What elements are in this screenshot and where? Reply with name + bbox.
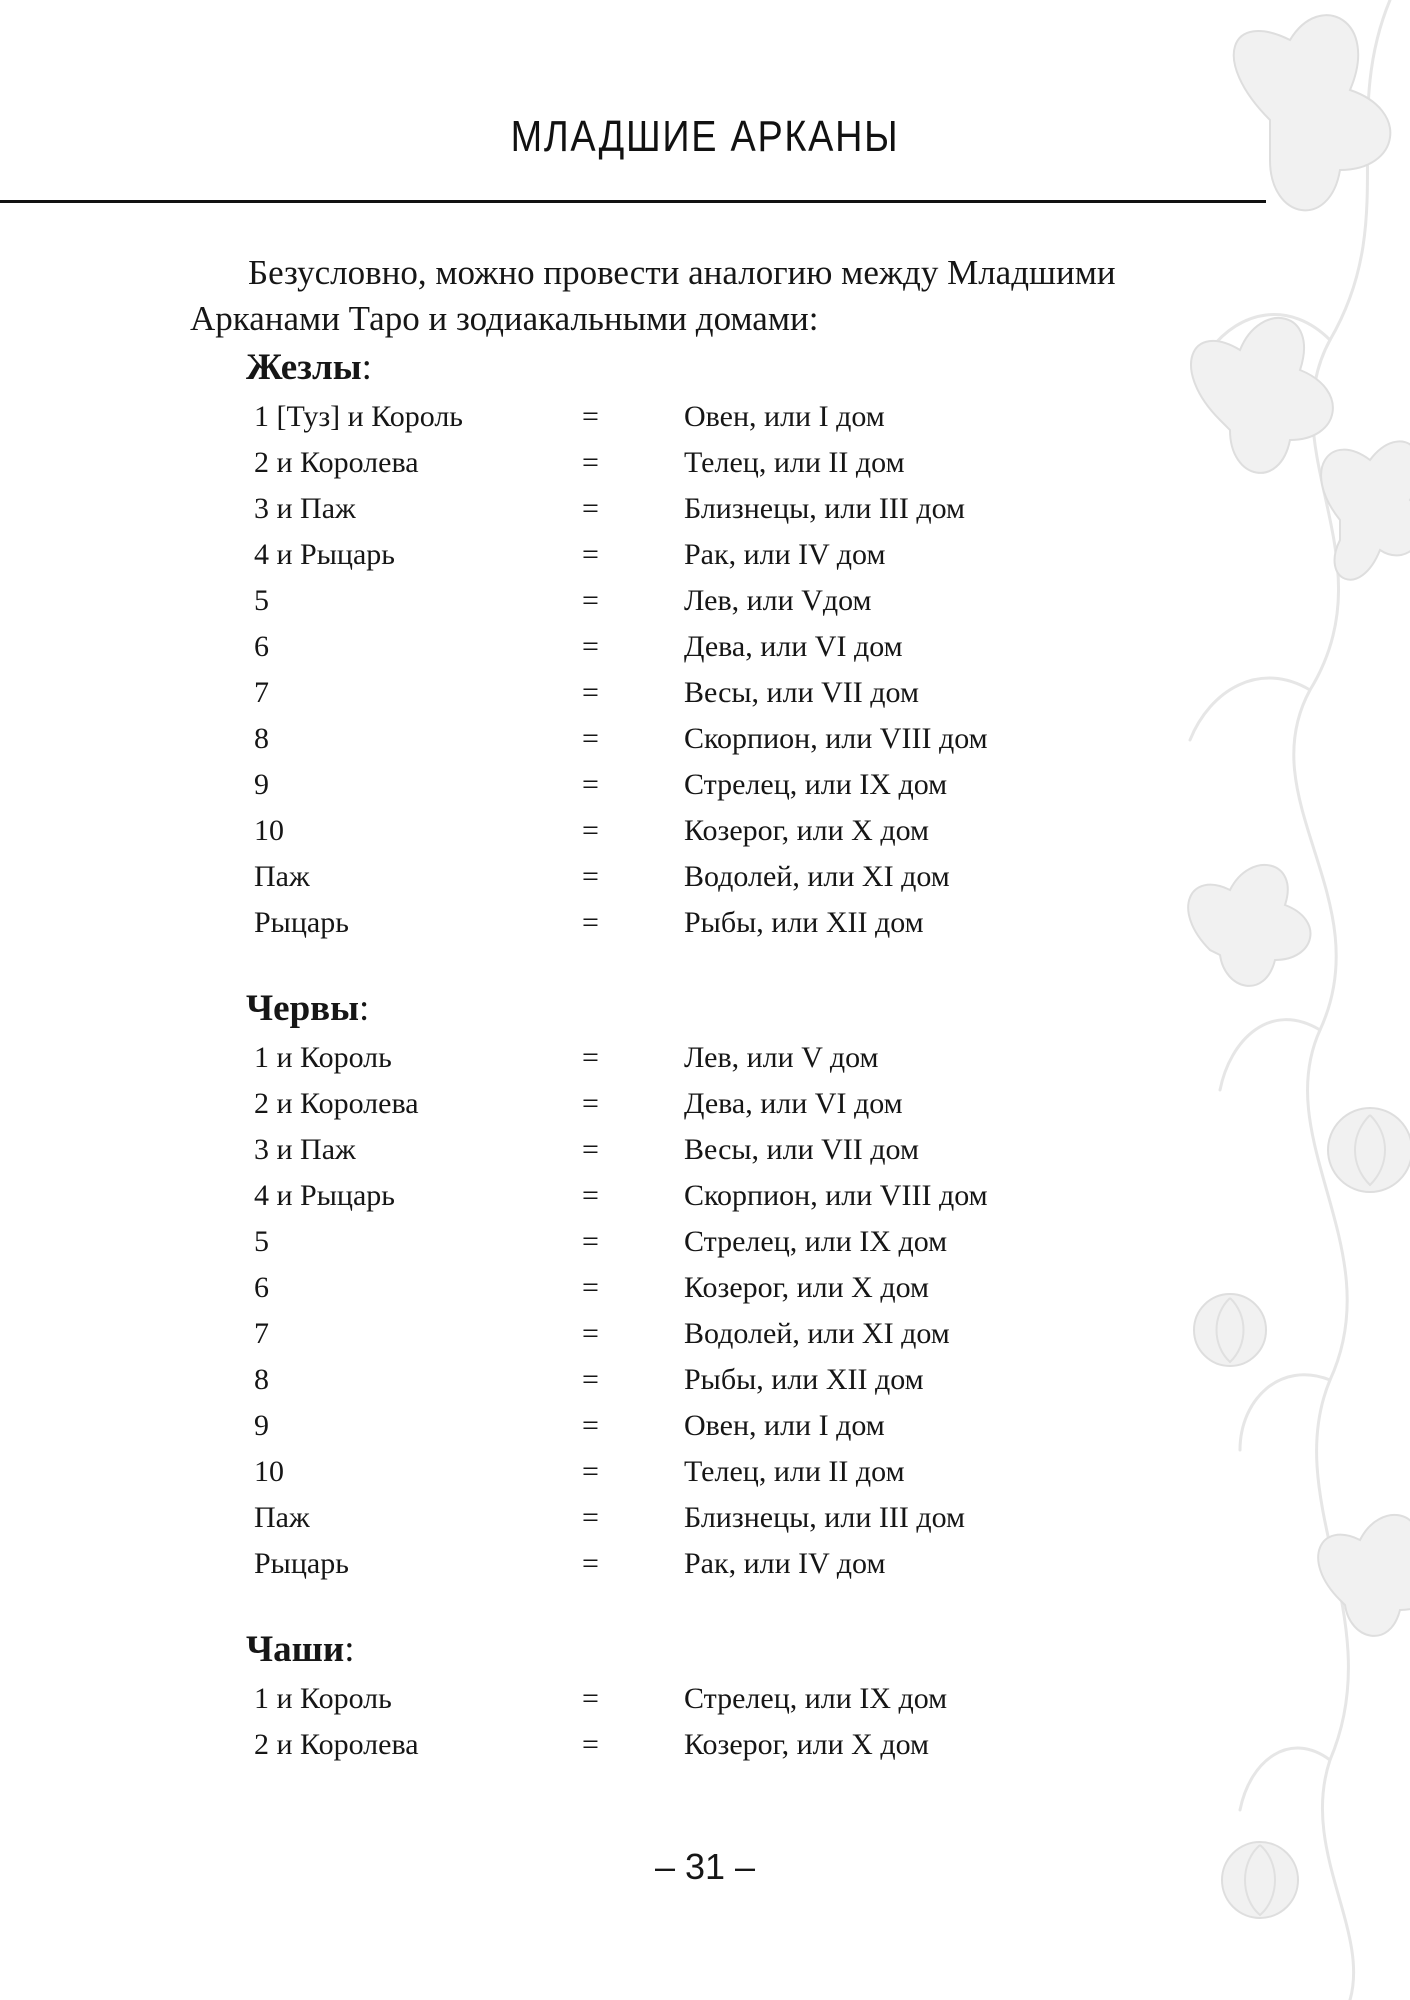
intro-text: Безусловно, можно провести аналогию между Младшими Арканами Таро и зодиакальными домами: bbox=[190, 253, 1116, 338]
table-row bbox=[246, 854, 950, 900]
zodiac-cell: Стрелец, или IX дом bbox=[684, 1682, 948, 1715]
card-cell: 6 bbox=[254, 630, 269, 663]
running-header-title: МЛАДШИЕ АРКАНЫ bbox=[510, 112, 900, 161]
zodiac-cell: Телец, или II дом bbox=[684, 446, 905, 479]
card-cell: Рыцарь bbox=[254, 906, 349, 939]
card-cell: 3 и Паж bbox=[254, 1133, 356, 1166]
zodiac-cell: Весы, или VII дом bbox=[684, 676, 919, 709]
equals-sign: = bbox=[582, 1455, 599, 1488]
zodiac-cell: Стрелец, или IX дом bbox=[684, 1225, 948, 1258]
zodiac-cell: Дева, или VI дом bbox=[684, 1087, 903, 1120]
table-row bbox=[246, 1403, 885, 1449]
equals-sign: = bbox=[582, 1501, 599, 1534]
zodiac-cell: Рак, или IV дом bbox=[684, 538, 886, 571]
intro-paragraph bbox=[190, 250, 1250, 342]
table-row bbox=[246, 1449, 905, 1495]
equals-sign: = bbox=[582, 860, 599, 893]
card-cell: Паж bbox=[254, 1501, 310, 1534]
card-cell: 1 и Король bbox=[254, 1041, 392, 1074]
zodiac-cell: Козерог, или X дом bbox=[684, 1728, 930, 1761]
equals-sign: = bbox=[582, 1547, 599, 1580]
equals-sign: = bbox=[582, 1271, 599, 1304]
equals-sign: = bbox=[582, 1133, 599, 1166]
card-cell: 8 bbox=[254, 1363, 269, 1396]
equals-sign: = bbox=[582, 1682, 599, 1715]
table-row bbox=[246, 532, 886, 578]
table-row bbox=[246, 1495, 966, 1541]
table-row bbox=[246, 1676, 948, 1722]
zodiac-cell: Овен, или I дом bbox=[684, 400, 885, 433]
zodiac-cell: Телец, или II дом bbox=[684, 1455, 905, 1488]
table-row bbox=[246, 1311, 950, 1357]
zodiac-cell: Овен, или I дом bbox=[684, 1409, 885, 1442]
card-cell: 3 и Паж bbox=[254, 492, 356, 525]
table-row bbox=[246, 1357, 924, 1403]
zodiac-cell: Лев, или V дом bbox=[684, 1041, 879, 1074]
equals-sign: = bbox=[582, 400, 599, 433]
zodiac-cell: Рыбы, или XII дом bbox=[684, 906, 924, 939]
section-cups bbox=[246, 1628, 948, 1768]
table-row bbox=[246, 578, 872, 624]
equals-sign: = bbox=[582, 722, 599, 755]
card-cell: 2 и Королева bbox=[254, 1087, 419, 1120]
equals-sign: = bbox=[582, 1363, 599, 1396]
zodiac-cell: Рыбы, или XII дом bbox=[684, 1363, 924, 1396]
zodiac-cell: Рак, или IV дом bbox=[684, 1547, 886, 1580]
table-row bbox=[246, 1173, 988, 1219]
equals-sign: = bbox=[582, 446, 599, 479]
zodiac-cell: Скорпион, или VIII дом bbox=[684, 1179, 988, 1212]
table-row bbox=[246, 1127, 919, 1173]
card-cell: 1 [Туз] и Король bbox=[254, 400, 463, 433]
equals-sign: = bbox=[582, 1179, 599, 1212]
section-wands bbox=[246, 346, 988, 946]
table-row bbox=[246, 1265, 930, 1311]
suit-name: Чаши bbox=[246, 1629, 345, 1670]
zodiac-cell: Козерог, или X дом bbox=[684, 1271, 930, 1304]
equals-sign: = bbox=[582, 814, 599, 847]
suit-title: Чаши: bbox=[246, 1629, 355, 1670]
suit-name: Червы bbox=[246, 988, 360, 1029]
card-cell: 2 и Королева bbox=[254, 1728, 419, 1761]
table-row bbox=[246, 716, 988, 762]
zodiac-cell: Водолей, или XI дом bbox=[684, 1317, 950, 1350]
card-cell: 9 bbox=[254, 1409, 269, 1442]
zodiac-cell: Дева, или VI дом bbox=[684, 630, 903, 663]
zodiac-cell: Водолей, или XI дом bbox=[684, 860, 950, 893]
zodiac-cell: Лев, или Vдом bbox=[684, 584, 872, 617]
zodiac-cell: Близнецы, или III дом bbox=[684, 1501, 966, 1534]
table-row bbox=[246, 440, 905, 486]
table-row bbox=[246, 900, 924, 946]
page-number: – 31 – bbox=[654, 1846, 756, 1887]
equals-sign: = bbox=[582, 1041, 599, 1074]
card-cell: 9 bbox=[254, 768, 269, 801]
card-cell: 2 и Королева bbox=[254, 446, 419, 479]
zodiac-cell: Скорпион, или VIII дом bbox=[684, 722, 988, 755]
card-cell: 1 и Король bbox=[254, 1682, 392, 1715]
table-row bbox=[246, 486, 966, 532]
card-cell: 7 bbox=[254, 1317, 269, 1350]
card-cell: 5 bbox=[254, 584, 269, 617]
section-hearts bbox=[246, 987, 988, 1587]
card-cell: 10 bbox=[254, 1455, 284, 1488]
table-row bbox=[246, 762, 948, 808]
table-row bbox=[246, 1722, 930, 1768]
equals-sign: = bbox=[582, 1317, 599, 1350]
card-cell: 8 bbox=[254, 722, 269, 755]
suit-title: Червы: bbox=[246, 988, 370, 1029]
zodiac-cell: Стрелец, или IX дом bbox=[684, 768, 948, 801]
equals-sign: = bbox=[582, 1225, 599, 1258]
card-cell: 7 bbox=[254, 676, 269, 709]
card-cell: 6 bbox=[254, 1271, 269, 1304]
zodiac-cell: Близнецы, или III дом bbox=[684, 492, 966, 525]
equals-sign: = bbox=[582, 1728, 599, 1761]
header-divider bbox=[0, 200, 1266, 203]
table-row bbox=[246, 1541, 886, 1587]
equals-sign: = bbox=[582, 1087, 599, 1120]
table-row bbox=[246, 808, 930, 854]
card-cell: Паж bbox=[254, 860, 310, 893]
equals-sign: = bbox=[582, 768, 599, 801]
table-row bbox=[246, 1219, 948, 1265]
table-row bbox=[246, 1081, 903, 1127]
table-row bbox=[246, 1035, 879, 1081]
zodiac-cell: Козерог, или X дом bbox=[684, 814, 930, 847]
equals-sign: = bbox=[582, 906, 599, 939]
card-cell: 4 и Рыцарь bbox=[254, 538, 395, 571]
table-row bbox=[246, 394, 885, 440]
suit-name: Жезлы bbox=[246, 347, 362, 388]
card-cell: Рыцарь bbox=[254, 1547, 349, 1580]
equals-sign: = bbox=[582, 538, 599, 571]
table-row bbox=[246, 624, 903, 670]
equals-sign: = bbox=[582, 630, 599, 663]
card-cell: 4 и Рыцарь bbox=[254, 1179, 395, 1212]
equals-sign: = bbox=[582, 1409, 599, 1442]
equals-sign: = bbox=[582, 492, 599, 525]
zodiac-cell: Весы, или VII дом bbox=[684, 1133, 919, 1166]
equals-sign: = bbox=[582, 584, 599, 617]
equals-sign: = bbox=[582, 676, 599, 709]
card-cell: 5 bbox=[254, 1225, 269, 1258]
suit-title: Жезлы: bbox=[246, 347, 372, 388]
card-cell: 10 bbox=[254, 814, 284, 847]
table-row bbox=[246, 670, 919, 716]
